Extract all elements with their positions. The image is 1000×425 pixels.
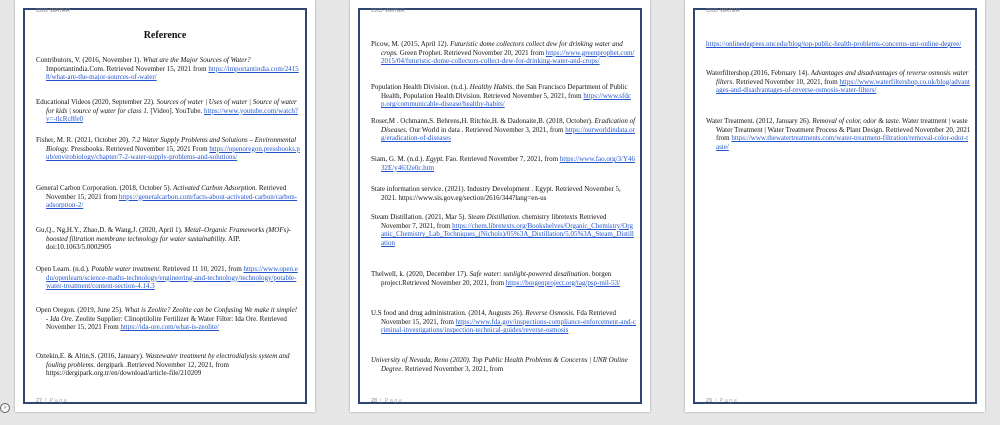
reference-entry: U.S food and drug administration. (2014, Augusts 26). Reverse Osmosis. Fda Retrieved November 15, 2021, from https://www.fda.gov/inspections-compliance-enforcement-and-criminal-investigations/inspection-technical-guides/reverse-osmosis (371, 309, 636, 335)
reference-entry (706, 40, 971, 49)
reference-entry: Thelwell, k. (2020, December 17). Safe water: sunlight-powered desalination. borgen project.Retrieved November 20, 2021, from https://borgenproject.org/tag/psp-mil-53/ (371, 270, 621, 287)
page-header: CKD WATER (706, 8, 741, 14)
reference-entry: Steam Distillation. (2021, Mar 5). Steam Distillation. chemistry libretexts Retrieved November 7, 2021, from https://chem.libretexts.org/Bookshelves/Organic_Chemistry/Organic_Chemistry_Lab_Techniques_(Nichols)/05%3A_Distillation/5.05%3A_Steam_Distillation (371, 213, 634, 247)
page-number: 29 (706, 398, 713, 404)
page-border (358, 8, 642, 404)
reference-entry: General Carbon Corporation. (2018, October 5). Activated Carbon Adsorption. Retrieved November 15, 2021 from https://generalcarbon.com/facts-about-activated-carbon/carbon- adsorption-2/ (36, 184, 298, 210)
reference-link[interactable]: https://www.youtube.com/watch?v=-tlcRc8fe0 (46, 106, 298, 124)
page-header: CKD WATER (371, 8, 406, 14)
reference-entry: Waterfiltershop.(2016, February 14). Advantages and disadvantages of reverse osmosis water filters. Retrieved November 10, 2021, from https://www.waterfiltershop.co.uk/blog/advantages-and-disadvantages-of-reverse-osmosis-water-filters/ (706, 69, 970, 95)
document-page-28 (350, 0, 650, 412)
reference-entry: Oztekin,E. & Altin,S. (2016, January). Wastewater treatment by electrodialysis system and fouling problems. dergipark .Retrieved November 12, 2021, from https://dergipark.org.tr/en/download/article-file/210209 (36, 352, 290, 378)
reference-link[interactable]: https://borgenproject.org/tag/psp-mil-53/ (505, 278, 621, 287)
page-footer-label: Page (719, 398, 739, 404)
reference-entry: Population Health Division. (n.d.). Healthy Habits. the San Francisco Department of Public Health, Population Health Division. Retrieved November 5, 2021, from https://www.sfdcp.org/communicable-disease/healthy-habits/ (371, 83, 631, 109)
reference-entry: Picow, M. (2015, April 12). Futuristic dome collectors collect dew for drinking water and crops. Green Prophet. Retrieved November 20, 2021 from https://www.greenprophet.com/2015/04/futuristic-dome-collectors-collect-dew-for-drinking-water-and-crops/ (371, 40, 635, 66)
reference-link[interactable]: https://chem.libretexts.org/Bookshelves/Organic_Chemistry/Organic_Chemistry_Lab_Techniques_(Nichols)/05%3A_Distillation/5.05%3A_Steam_Distillation (381, 221, 634, 247)
reference-link[interactable]: https://importantindia.com/24158/what-are-the-major-sources-of-water/ (46, 64, 299, 82)
page-header: CKD WATER (36, 8, 71, 14)
reference-entry: University of Nevada, Reno (2020). Top Public Health Problems & Concerns | UNR Online Degree. Retrieved November 3, 2021, from (371, 356, 628, 373)
reference-entry: Fisher, M. R. (2021, October 20). 7.2 Water Supply Problems and Solutions – Environmental Biology. Pressbooks. Retrieved November 15, 2021 From https://openoregon.pressbooks.pub/envirobiology/chapter/7-2-water-supply-problems-and-solutions/ (36, 136, 300, 162)
reference-link[interactable]: https://ida-ore.com/what-is-zeolite/ (120, 323, 220, 332)
reference-link[interactable]: https://www.sfdcp.org/communicable-disease/healthy-habits/ (381, 91, 631, 109)
document-page-29 (685, 0, 985, 412)
reference-link[interactable]: https://www.fao.org/3/Y4632E/y4632e0c.htm (381, 155, 636, 172)
reference-entry: Roser,M . Ochmann,S. Behrens,H. Ritchie,H. & Dadonaite,B. (2018, October). Eradication of Diseases. Our World in data . Retrieved November 3, 2021, from https://ourworldindata.org/eradication-of-diseases (371, 117, 636, 143)
page-border (693, 8, 977, 404)
document-page-27 (15, 0, 315, 412)
reference-link[interactable]: https://openoregon.pressbooks.pub/envirobiology/chapter/7-2-water-supply-problems-and-solutions/ (46, 144, 300, 162)
reference-link[interactable]: https://onlinedegrees.unr.edu/blog/top-public-health-problems-concerns-unr-online-degree/ (706, 40, 962, 48)
reference-entry: Open Learn. (n.d.). Potable water treatment. Retrieved 11 10, 2021, from https://www.open.edu/openlearn/science-maths-technology/engineering-and-technology/technology/potable-water-treatment/content-section-4.14.3 (36, 265, 298, 291)
reference-entry: Water Treatment. (2012, January 26). Removal of color, odor & taste. Water treatment | waste Water Treatment | Water Treatment Process & Plant Design. Retrieved November 20, 2021 from https://www.thewatertreatments.com/water-treatment-filtration/removal-color-odor-taste/ (706, 117, 971, 151)
reference-entry: State information service. (2021). Industry Development . Egypt. Retrieved November 5, 2021. https://www.sis.gov.eg/section/2616/344?lang=en-us (371, 185, 621, 202)
reference-entry: Contributors, V. (2016, November 1). What are the Major Sources of Water? Importantindia.Com. Retrieved November 15, 2021 from https://importantindia.com/24158/what-are-the-major-sources-of-water/ (36, 56, 299, 82)
scroll-indicator-icon[interactable]: › (0, 403, 10, 413)
reference-link[interactable]: https://ourworldindata.org/eradication-of-diseases (381, 125, 635, 143)
page-footer: 27 | Page (36, 398, 69, 404)
reference-link[interactable]: https://generalcarbon.com/facts-about-activated-carbon/carbon- adsorption-2/ (46, 192, 298, 210)
reference-entry: Open Oregon. (2019, June 25). What is Zeolite? Zeolite can be Confusing We make it simple! - Ida Ore. Zeolite Supplier: Clinoptilolite Fertilizer & Water Filter: Ida Ore. Retrieved November 15, 2021 From https://ida-ore.com/what-is-zeolite/ (36, 306, 298, 332)
reference-link[interactable]: https://www.greenprophet.com/2015/04/futuristic-dome-collectors-collect-dew-for-drinking-water-and-crops/ (381, 48, 635, 66)
reference-entry: Educational Videos (2020, September 22). Sources of water | Uses of water | Source of water for kids | source of water for class 1. [Video]. YouTube. https://www.youtube.com/watch?v=-tlcRc8fe0 (36, 98, 298, 124)
reference-title: Reference (143, 30, 187, 41)
page-footer-label: Page (384, 398, 404, 404)
reference-link[interactable]: https://www.open.edu/openlearn/science-maths-technology/engineering-and-technology/technology/potable-water-treatment/content-section-4.14.3 (46, 265, 298, 291)
reference-link[interactable]: https://www.waterfiltershop.co.uk/blog/advantages-and-disadvantages-of-reverse-osmosis-water-filters/ (716, 77, 970, 95)
reference-entry: Gu,Q., Ng,H.Y., Zhao,D. & Wang,J. (2020, April 1). Metal–Organic Frameworks (MOFs)-boosted filtration membrane technology for water sustainability. AIP. doi:10.1063/5.0002905 (36, 226, 291, 252)
page-footer-label: Page (49, 398, 69, 404)
page-number: 28 (371, 398, 378, 404)
page-footer: 28 | Page (371, 398, 404, 404)
page-footer: 29 | Page (706, 398, 739, 404)
reference-link[interactable]: https://www.fda.gov/inspections-compliance-enforcement-and-criminal-investigations/inspection-technical-guides/reverse-osmosis (381, 317, 636, 335)
reference-entry: Siam, G. M. (n.d.). Egypt. Fao. Retrieved November 7, 2021, from https://www.fao.org/3/Y4632E/y4632e0c.htm (371, 155, 636, 172)
page-number: 27 (36, 398, 43, 404)
reference-link[interactable]: https://www.thewatertreatments.com/water-treatment-filtration/removal-color-odor-taste/ (716, 134, 969, 151)
